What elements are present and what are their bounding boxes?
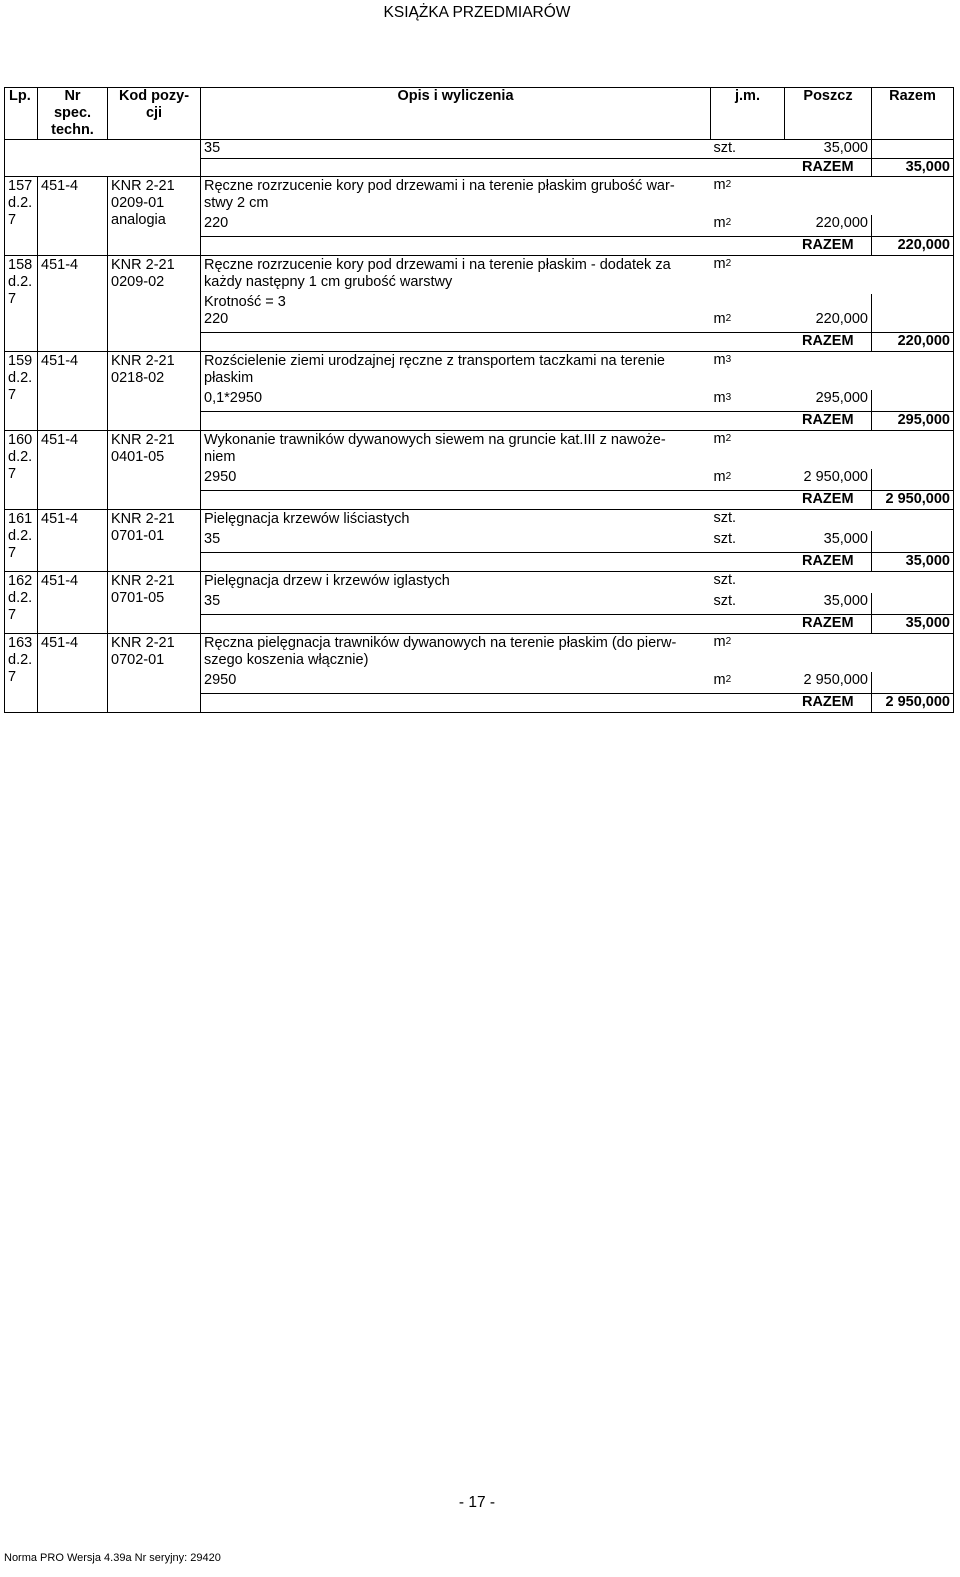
razem-pad: [201, 694, 785, 713]
razem-value: 2 950,000: [872, 694, 954, 713]
item-desc-poszcz-empty: [785, 572, 872, 594]
razem-pad: [201, 237, 785, 256]
calc-razem-empty: [872, 311, 954, 333]
page-number: - 17 -: [458, 1494, 496, 1511]
item-desc-poszcz-empty: [785, 634, 872, 673]
carry-razem-label: RAZEM: [785, 158, 872, 177]
calc-unit-text: m: [713, 672, 726, 688]
item-desc-razem-empty: [872, 256, 954, 295]
item-unit-text: szt.: [713, 572, 737, 588]
calc-razem-empty: [872, 531, 954, 553]
calc-poszcz: 2 950,000: [785, 469, 872, 491]
item-desc-poszcz-empty: [785, 177, 872, 216]
item-unit-exponent: 2: [725, 258, 732, 269]
calc-unit-text: m: [713, 469, 726, 485]
item-desc-razem-empty: [872, 634, 954, 673]
calc-unit: [711, 215, 785, 237]
item-description: Ręczne rozrzucenie kory pod drzewami i na terenie płaskim - dodatek za każdy następny 1 cm grubość warstwy: [201, 256, 711, 295]
carry-razem-value: 35,000: [872, 158, 954, 177]
carry-unit-text: szt.: [713, 140, 737, 156]
carry-razem-pad: [201, 158, 785, 177]
col-header-poszcz: Poszcz: [785, 88, 872, 140]
item-desc-poszcz-empty: [785, 431, 872, 470]
item-unit-text: szt.: [713, 510, 737, 526]
item-desc-razem-empty: [872, 352, 954, 391]
table-row: [5, 352, 954, 391]
item-desc-razem-empty: [872, 572, 954, 594]
item-description: Pielęgnacja krzewów liściastych: [201, 510, 711, 532]
table-row: [5, 431, 954, 470]
calc-poszcz: 295,000: [785, 390, 872, 412]
calc-poszcz: 2 950,000: [785, 672, 872, 694]
col-header-lp: Lp.: [5, 88, 38, 140]
table-row: [5, 634, 954, 673]
item-desc-poszcz-empty: [785, 256, 872, 295]
item-kod: KNR 2-21 0209-02: [108, 256, 201, 352]
calc-expression: 35: [201, 593, 711, 615]
calc-razem-empty: [872, 469, 954, 491]
carry-empty-2: [5, 158, 201, 177]
calc-unit-text: szt.: [713, 593, 737, 609]
col-header-jm: j.m.: [711, 88, 785, 140]
item-unit: [711, 352, 785, 391]
calc-unit: [711, 311, 785, 333]
razem-pad: [201, 333, 785, 352]
razem-value: 220,000: [872, 237, 954, 256]
item-unit-text: m: [713, 352, 726, 368]
table-row: [5, 510, 954, 532]
item-desc-razem-empty: [872, 177, 954, 216]
item-lp: 162 d.2. 7: [5, 572, 38, 634]
calc-poszcz: 220,000: [785, 215, 872, 237]
calc-unit-text: m: [713, 215, 726, 231]
item-nr: 451-4: [38, 177, 108, 256]
calc-poszcz: 220,000: [785, 311, 872, 333]
calc-unit-exponent: 2: [725, 674, 732, 685]
item-unit-exponent: 2: [725, 179, 732, 190]
item-description: Ręczna pielęgnacja trawników dywanowych na terenie płaskim (do pierw- szego koszenia włącznie): [201, 634, 711, 673]
item-lp: 159 d.2. 7: [5, 352, 38, 431]
item-lp: 158 d.2. 7: [5, 256, 38, 352]
calc-expression: 35: [201, 531, 711, 553]
item-nr: 451-4: [38, 634, 108, 713]
item-unit: [711, 177, 785, 216]
item-unit: [711, 572, 785, 594]
item-unit-exponent: 2: [725, 433, 732, 444]
razem-pad: [201, 553, 785, 572]
document-header-title: KSIĄŻKA PRZEDMIARÓW: [383, 4, 571, 21]
item-lp: 163 d.2. 7: [5, 634, 38, 713]
razem-pad: [201, 491, 785, 510]
item-unit: [711, 431, 785, 470]
calc-unit: [711, 593, 785, 615]
calc-expression: 220: [201, 215, 711, 237]
carry-razem-row: [5, 158, 954, 177]
calc-razem-empty: [872, 593, 954, 615]
item-lp: 161 d.2. 7: [5, 510, 38, 572]
calc-poszcz: [785, 294, 872, 311]
item-unit-text: m: [713, 431, 726, 447]
razem-label: RAZEM: [785, 237, 872, 256]
calc-razem-empty: [872, 390, 954, 412]
item-desc-poszcz-empty: [785, 352, 872, 391]
item-unit-text: m: [713, 256, 726, 272]
table-row: [5, 256, 954, 295]
razem-value: 35,000: [872, 553, 954, 572]
cost-estimate-table: [4, 87, 954, 713]
calc-unit-text: m: [713, 390, 726, 406]
col-header-razem: Razem: [872, 88, 954, 140]
item-kod: KNR 2-21 0701-05: [108, 572, 201, 634]
razem-value: 295,000: [872, 412, 954, 431]
item-unit: [711, 510, 785, 532]
item-nr: 451-4: [38, 510, 108, 572]
carry-calc-row: [5, 140, 954, 159]
razem-pad: [201, 412, 785, 431]
col-header-nr: Nr spec. techn.: [38, 88, 108, 140]
item-lp: 160 d.2. 7: [5, 431, 38, 510]
item-unit-exponent: 3: [725, 354, 732, 365]
calc-unit: [711, 469, 785, 491]
calc-expression: 220: [201, 311, 711, 333]
calc-razem-empty: [872, 215, 954, 237]
item-description: Ręczne rozrzucenie kory pod drzewami i na terenie płaskim grubość war- stwy 2 cm: [201, 177, 711, 216]
item-nr: 451-4: [38, 352, 108, 431]
col-header-kod: Kod pozy- cji: [108, 88, 201, 140]
razem-label: RAZEM: [785, 553, 872, 572]
calc-poszcz: 35,000: [785, 531, 872, 553]
item-unit: [711, 256, 785, 295]
item-nr: 451-4: [38, 572, 108, 634]
calc-unit-exponent: 2: [725, 217, 732, 228]
razem-value: 220,000: [872, 333, 954, 352]
razem-label: RAZEM: [785, 694, 872, 713]
carry-expr: 35: [201, 140, 711, 159]
item-lp: 157 d.2. 7: [5, 177, 38, 256]
item-desc-razem-empty: [872, 510, 954, 532]
calc-unit: [711, 390, 785, 412]
razem-label: RAZEM: [785, 491, 872, 510]
item-nr: 451-4: [38, 256, 108, 352]
table-header-row: [5, 88, 954, 140]
razem-label: RAZEM: [785, 412, 872, 431]
item-description: Pielęgnacja drzew i krzewów iglastych: [201, 572, 711, 594]
item-kod: KNR 2-21 0209-01 analogia: [108, 177, 201, 256]
calc-razem-empty: [872, 672, 954, 694]
razem-value: 35,000: [872, 615, 954, 634]
calc-unit-exponent: 2: [725, 471, 732, 482]
table-row: [5, 177, 954, 216]
item-unit-text: m: [713, 177, 726, 193]
calc-unit-text: m: [713, 311, 726, 327]
software-note: Norma PRO Wersja 4.39a Nr seryjny: 29420: [4, 1552, 221, 1564]
item-description: Rozścielenie ziemi urodzajnej ręczne z transportem taczkami na terenie płaskim: [201, 352, 711, 391]
calc-unit-text: szt.: [713, 531, 737, 547]
carry-razem-empty: [872, 140, 954, 159]
item-unit-text: m: [713, 634, 726, 650]
calc-expression: 2950: [201, 469, 711, 491]
calc-unit: [711, 672, 785, 694]
razem-label: RAZEM: [785, 333, 872, 352]
calc-poszcz: 35,000: [785, 593, 872, 615]
calc-expression: 0,1*2950: [201, 390, 711, 412]
calc-expression: 2950: [201, 672, 711, 694]
carry-unit: [711, 140, 785, 159]
table-row: [5, 572, 954, 594]
item-kod: KNR 2-21 0401-05: [108, 431, 201, 510]
carry-empty: [5, 140, 201, 159]
calc-razem-empty: [872, 294, 954, 311]
razem-label: RAZEM: [785, 615, 872, 634]
item-kod: KNR 2-21 0218-02: [108, 352, 201, 431]
razem-value: 2 950,000: [872, 491, 954, 510]
item-kod: KNR 2-21 0701-01: [108, 510, 201, 572]
calc-expression: Krotność = 3: [201, 294, 711, 311]
table-body: [5, 140, 954, 713]
item-kod: KNR 2-21 0702-01: [108, 634, 201, 713]
item-unit-exponent: 2: [725, 636, 732, 647]
calc-unit-exponent: 2: [725, 313, 732, 324]
item-desc-razem-empty: [872, 431, 954, 470]
carry-poszcz: 35,000: [785, 140, 872, 159]
calc-unit: [711, 531, 785, 553]
calc-unit: [711, 294, 785, 311]
item-nr: 451-4: [38, 431, 108, 510]
razem-pad: [201, 615, 785, 634]
col-header-opis: Opis i wyliczenia: [201, 88, 711, 140]
item-desc-poszcz-empty: [785, 510, 872, 532]
item-unit: [711, 634, 785, 673]
item-description: Wykonanie trawników dywanowych siewem na gruncie kat.III z nawoże- niem: [201, 431, 711, 470]
calc-unit-exponent: 3: [725, 392, 732, 403]
